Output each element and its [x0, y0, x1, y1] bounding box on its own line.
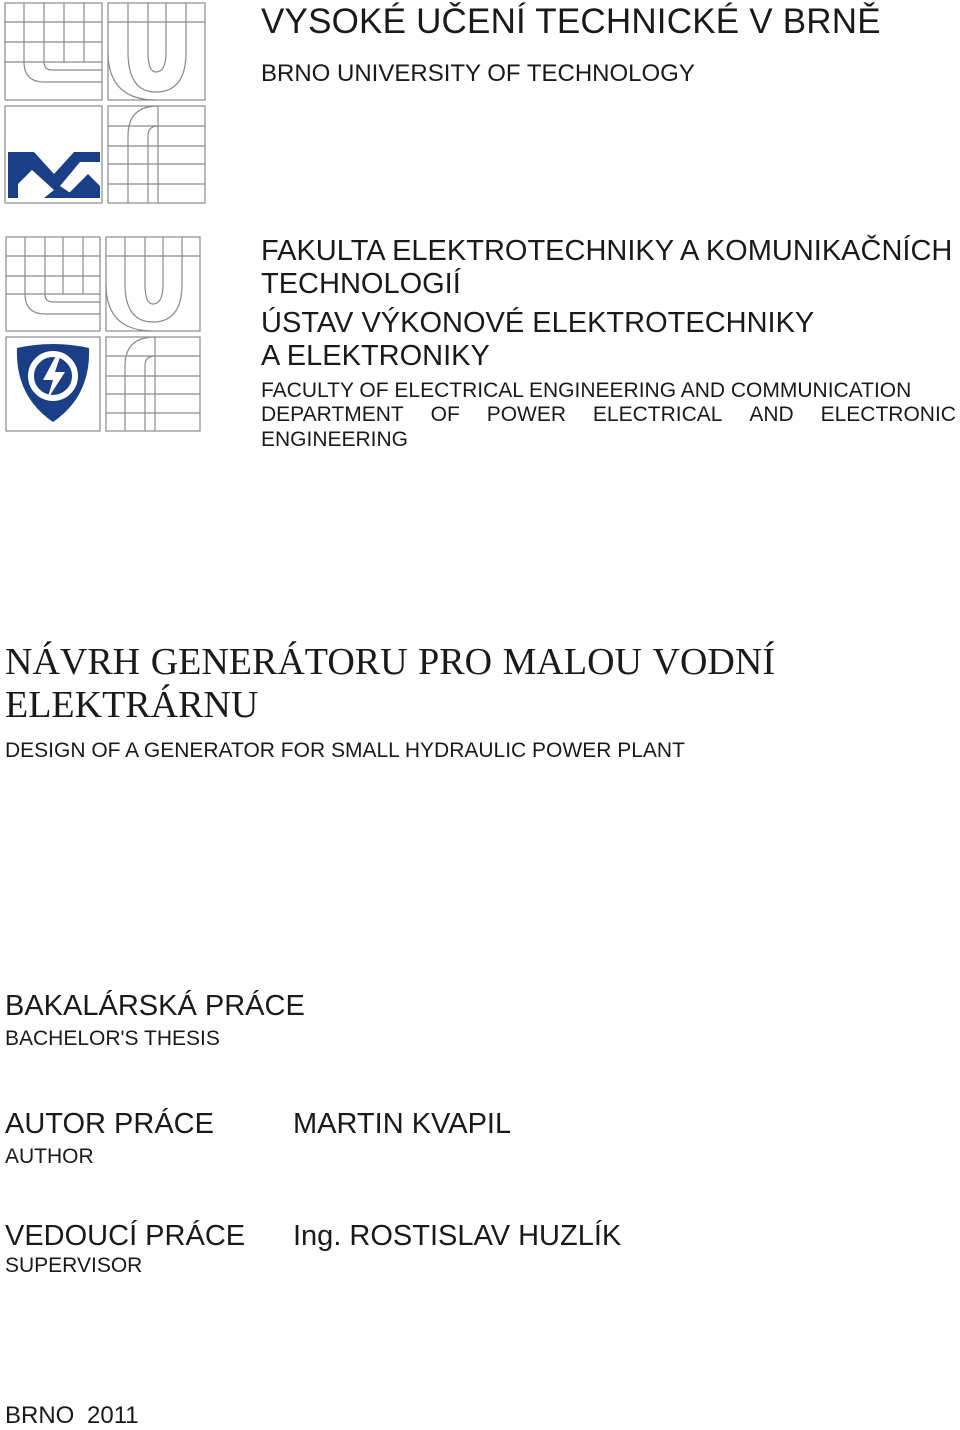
author-name: MARTIN KVAPIL [293, 1108, 512, 1140]
title-word: GENERÁTORU [150, 641, 408, 683]
faculty-logo [5, 236, 202, 433]
thesis-type-en: BACHELOR'S THESIS [5, 1027, 220, 1050]
university-name-en: BRNO UNIVERSITY OF TECHNOLOGY [261, 60, 695, 87]
thesis-type-cz: BAKALÁRSKÁ PRÁCE [5, 990, 305, 1022]
faculty-name-cz-line2: TECHNOLOGIÍ [261, 268, 461, 300]
department-word: OF [430, 403, 460, 426]
author-label-en: AUTHOR [5, 1145, 94, 1168]
department-name-cz-line1: ÚSTAV VÝKONOVÉ ELEKTROTECHNIKY [261, 307, 815, 339]
department-name-en-line2: ENGINEERING [261, 428, 409, 451]
title-word: VODNÍ [652, 641, 775, 683]
lightning-shield-icon [17, 344, 89, 422]
title-word: NÁVRH [5, 641, 141, 683]
supervisor-label-en: SUPERVISOR [5, 1254, 143, 1277]
faculty-name-cz-line1: FAKULTA ELEKTROTECHNIKY A KOMUNIKAČNÍCH [261, 235, 953, 267]
thesis-title-cz-line1 [5, 640, 775, 684]
thesis-title-cz-line2: ELEKTRÁRNU [5, 684, 259, 726]
department-word: POWER [486, 403, 567, 426]
supervisor-label-cz: VEDOUCÍ PRÁCE [5, 1220, 246, 1252]
author-label-cz: AUTOR PRÁCE [5, 1108, 214, 1140]
department-word: AND [749, 403, 794, 426]
faculty-name-en: FACULTY OF ELECTRICAL ENGINEERING AND COMMUNICATION [261, 379, 912, 402]
department-name-en-line1 [261, 403, 956, 427]
department-word: ELECTRICAL [592, 403, 723, 426]
title-word: PRO [418, 641, 493, 683]
thesis-title-en: DESIGN OF A GENERATOR FOR SMALL HYDRAULIC POWER PLANT [5, 739, 685, 762]
supervisor-name: Ing. ROSTISLAV HUZLÍK [293, 1220, 622, 1252]
department-name-cz-line2: A ELEKTRONIKY [261, 340, 490, 372]
place-year: BRNO 2011 [5, 1402, 139, 1429]
department-word: DEPARTMENT [261, 403, 404, 426]
university-name-cz: VYSOKÉ UČENÍ TECHNICKÉ V BRNĚ [261, 2, 881, 41]
university-logo [4, 2, 207, 204]
title-word: MALOU [502, 641, 642, 683]
department-word: ELECTRONIC [820, 403, 956, 426]
